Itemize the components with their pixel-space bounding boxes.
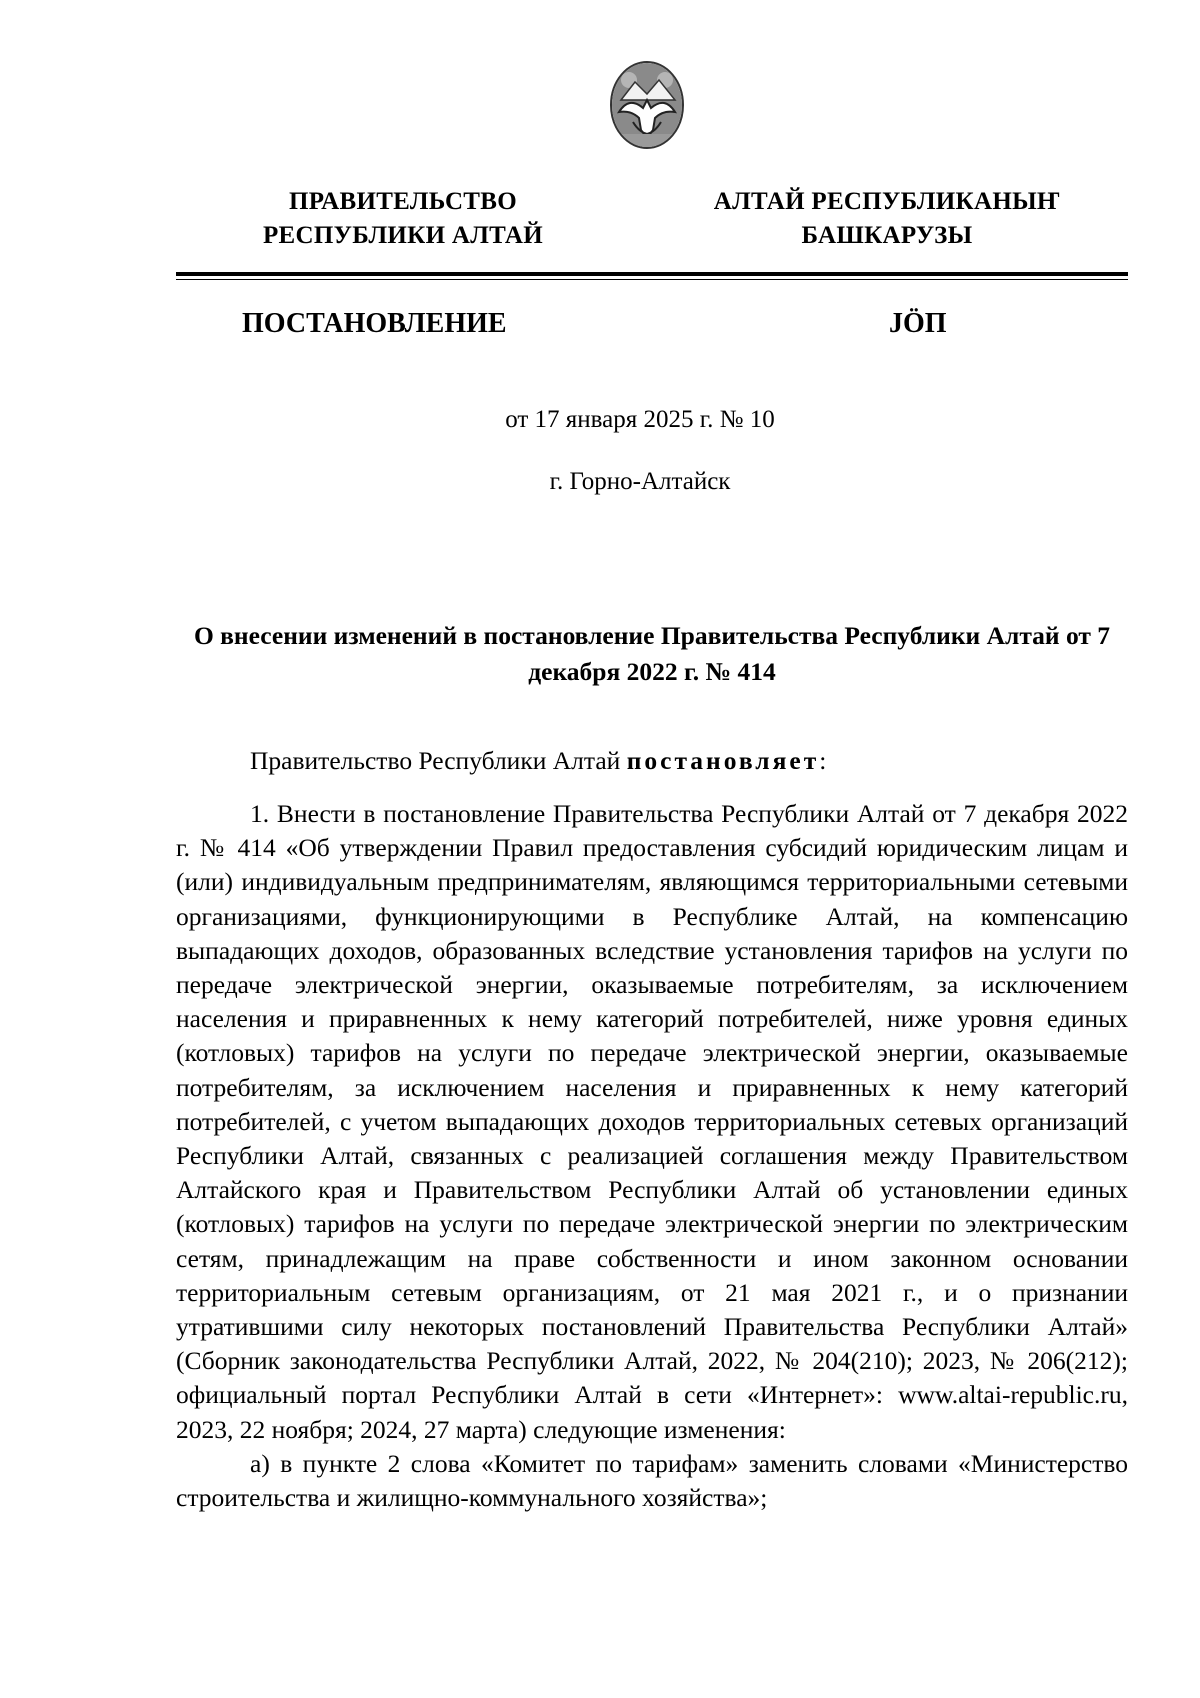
intro-text: Правительство Республики Алтай [250,746,621,775]
header-left-line-1: ПРАВИТЕЛЬСТВО [289,188,517,215]
doc-type-ru: ПОСТАНОВЛЕНИЕ [242,308,507,339]
intro-emphasis: постановляет [626,746,820,775]
header-divider-thick [176,272,1128,276]
paragraph-1: 1. Внести в постановление Правительства Республики Алтай от 7 декабря 2022 г. № 414 «Об утверждении Правил предоставления субсидий юридическим лицам и (или) индивидуальным предпринимателям, являющимся территориальными сетевыми организациями, функционирующими в Республике Алтай, на компенсацию выпадающих доходов, образованных вследствие установления тарифов на услуги по передаче электрической энергии, оказываемые потребителям, за исключением населения и приравненных к нему категорий потребителей, ниже уровня единых (котловых) тарифов на услуги по передаче электрической энергии, оказываемые потребителям, за исключением населения и приравненных к нему категорий потребителей, с учетом выпадающих доходов территориальных сетевых организаций Республики Алтай, связанных с реализацией соглашения между Правительством Алтайского края и Правительством Республики Алтай об установлении единых (котловых) тарифов на услуги по передаче электрической энергии по электрическим сетям, принадлежащим на праве собственности и ином законном основании территориальным сетевым организациям, от 21 мая 2021 г., и о признании утратившими силу некоторых постановлений Правительства Республики Алтай» (Сборник законодательства Республики Алтай, 2022, № 204(210); 2023, № 206(212); официальный портал Республики Алтай в сети «Интернет»: www.altai-republic.ru, 2023, 22 ноября; 2024, 27 марта) следующие изменения: [176,799,1128,1444]
document-city: г. Горно-Алтайск [549,468,731,495]
header-left-line-2: РЕСПУБЛИКИ АЛТАЙ [262,222,543,249]
doc-type-alt: JӦП [889,308,947,339]
header-right-line-2: БАШКАРУЗЫ [801,222,973,249]
intro-suffix: : [819,746,827,775]
intro-line [250,744,826,778]
paragraph-2: а) в пункте 2 слова «Комитет по тарифам» заменить словами «Министерство строительства и жилищно-коммунального хозяйства»; [176,1448,1128,1513]
header-left-org [233,185,573,253]
header-right-line-1: АЛТАЙ РЕСПУБЛИКАНЫҤ [713,188,1061,215]
header-right-org [692,185,1082,253]
document-title: О внесении изменений в постановление Правительства Республики Алтай от 7 декабря 2022 г. № 414 [193,621,1111,686]
document-date-number: от 17 января 2025 г. № 10 [505,406,775,433]
document-body [176,797,1128,1515]
header-divider-thin [176,279,1128,280]
coat-of-arms-emblem [609,60,685,150]
